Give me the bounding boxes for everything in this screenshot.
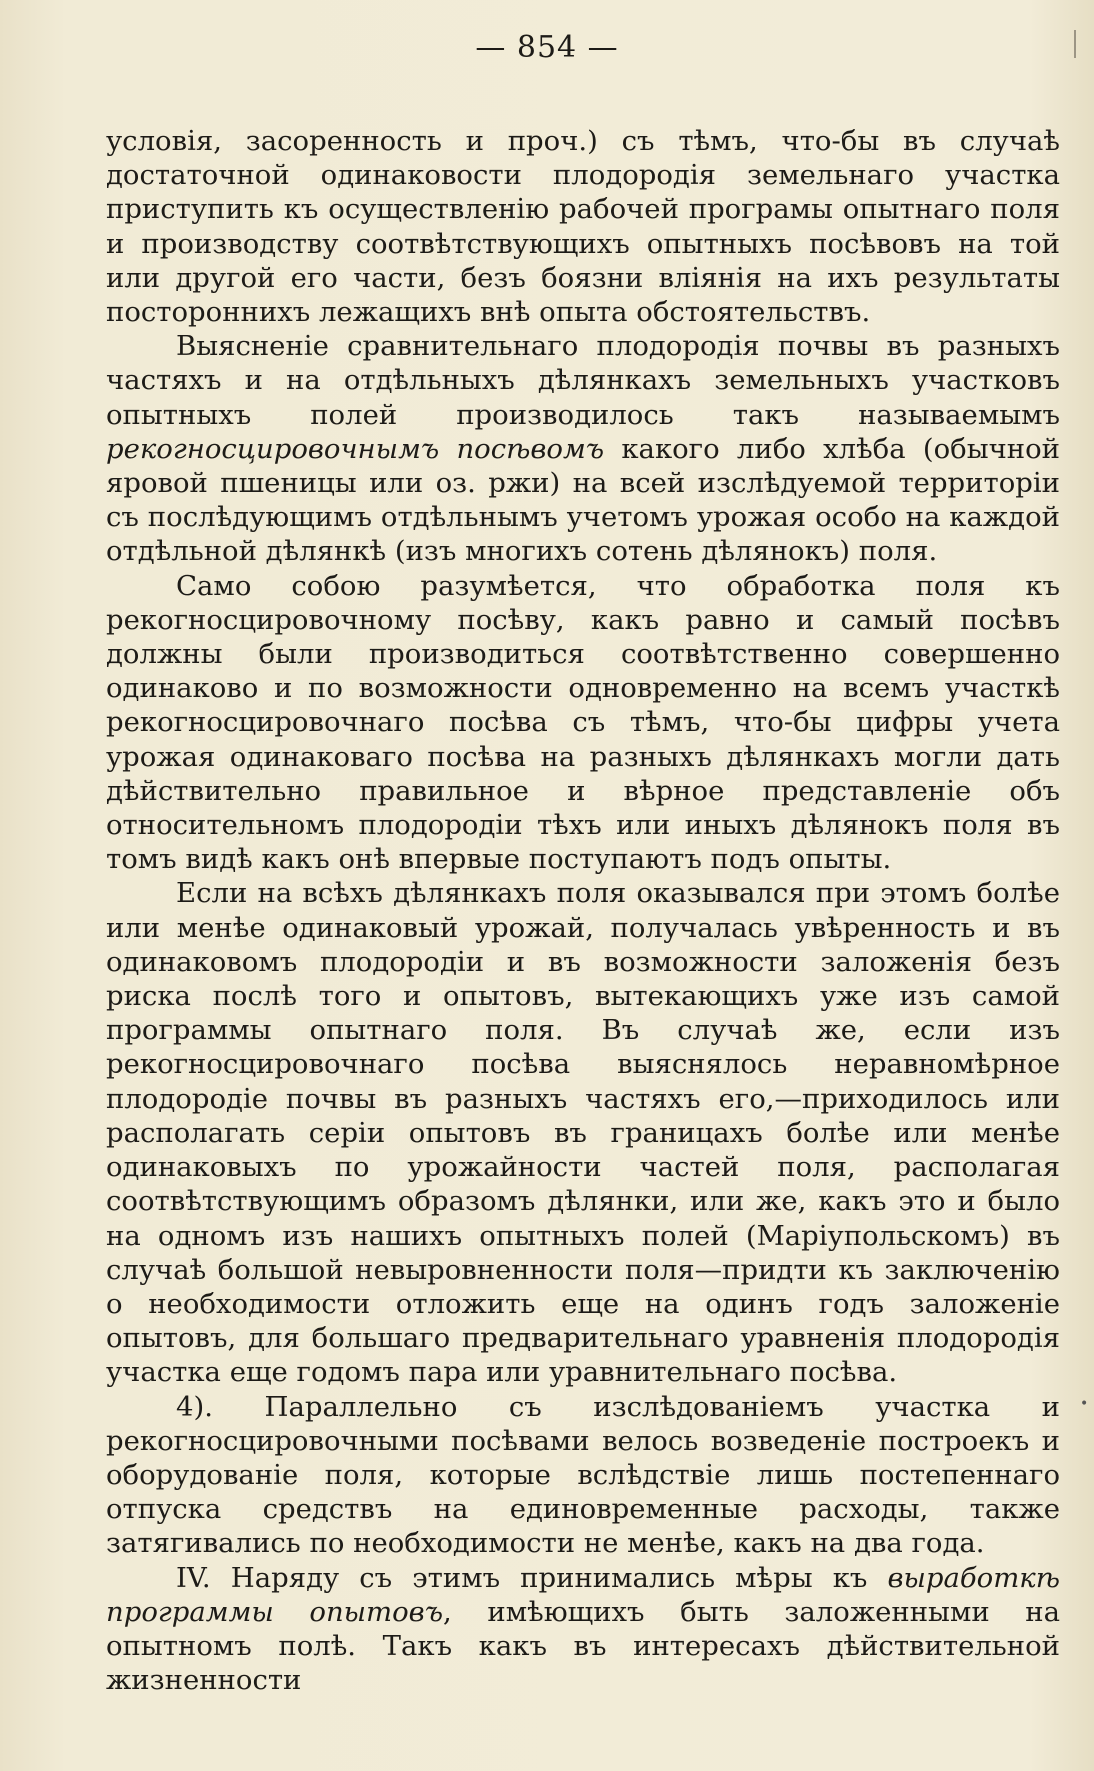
italic-term: рекогносцировочнымъ посѣвомъ — [106, 432, 605, 465]
text-segment: условія, засоренность и проч.) съ тѣмъ, что-бы въ случаѣ достаточной одинаковости плодородія земельнаго участка приступить къ осуществленію рабочей програмы опытнаго поля и производству соотвѣтствующихъ опытныхъ посѣвовъ на той или другой его части, безъ боязни вліянія на ихъ результаты постороннихъ лежащихъ внѣ опыта обстоятельствъ. — [106, 125, 1060, 329]
text-segment: Само собою разумѣется, что обработка поля къ рекогносцировочному посѣву, какъ равно и самый посѣвъ должны были производиться соотвѣтственно совершенно одинаково и по возможности одновременно на всемъ участкѣ рекогносцировочнаго посѣва съ тѣмъ, что-бы цифры учета урожая одинаковаго посѣва на разныхъ дѣлянкахъ могли дать дѣйствительно правильное и вѣрное представленіе объ относительномъ плодородіи тѣхъ или иныхъ дѣлянокъ поля въ томъ видѣ какъ онѣ впервые поступаютъ подъ опыты. — [106, 569, 1060, 876]
body-text — [106, 124, 1060, 1697]
paragraph-continuation — [106, 124, 1060, 329]
italic-term: выработкѣ программы опытовъ — [106, 1561, 1060, 1628]
text-segment: какого либо хлѣба (обычной яровой пшеницы или оз. ржи) на всей изслѣдуемой территоріи съ послѣдующимъ отдѣльнымъ учетомъ урожая особо на каждой отдѣльной дѣлянкѣ (изъ многихъ сотень дѣлянокъ) поля. — [106, 432, 1060, 568]
text-segment: Выясненіе сравнительнаго плодородія почвы въ разныхъ частяхъ и на отдѣльныхъ дѣлянкахъ земельныхъ участковъ опытныхъ полей производилось такъ называемымъ — [106, 330, 1060, 431]
paragraph-item-4 — [106, 1390, 1060, 1561]
text-segment: 4). Параллельно съ изслѣдованіемъ участка и рекогносцировочными посѣвами велось возведеніе построекъ и оборудованіе поля, которые вслѣдствіе лишь постепеннаго отпуска средствъ на единовременные расходы, также затягивались по необходимости не менѣе, какъ на два года. — [106, 1390, 1060, 1560]
paragraph-if-uniform — [106, 876, 1060, 1389]
text-segment: Если на всѣхъ дѣлянкахъ поля оказывался при этомъ болѣе или менѣе одинаковый урожай, получалась увѣренность и въ одинаковомъ плодородіи и въ возможности заложенія безъ риска послѣ того и опытовъ, вытекающихъ уже изъ самой программы опытнаго поля. Въ случаѣ же, если изъ рекогносцировочнаго посѣва выяснялось неравномѣрное плодородіе почвы въ разныхъ частяхъ его,—приходилось или располагать серіи опытовъ въ границахъ болѣе или менѣе одинаковыхъ по урожайности частей поля, располагая соотвѣтствующимъ образомъ дѣлянки, или же, какъ это и было на одномъ изъ нашихъ опытныхъ полей (Маріупольскомъ) въ случаѣ большой невыровненности поля—придти къ заключенію о необходимости отложить еще на одинъ годъ заложеніе опытовъ, для большаго предварительнаго уравненія плодородія участка еще годомъ пара или уравнительнаго посѣва. — [106, 877, 1060, 1389]
text-segment: , имѣющихъ быть заложенными на опытномъ полѣ. Такъ какъ въ интересахъ дѣйствительной жизненности — [106, 1595, 1061, 1697]
paragraph-uniform-treatment — [106, 569, 1060, 877]
paragraph-recon-sowing — [106, 329, 1060, 568]
page-number: — 854 — — [475, 30, 619, 65]
margin-dot: • — [1080, 1396, 1089, 1412]
paragraph-section-IV — [106, 1561, 1060, 1698]
text-segment: IV. Наряду съ этимъ принимались мѣры къ — [176, 1561, 888, 1594]
